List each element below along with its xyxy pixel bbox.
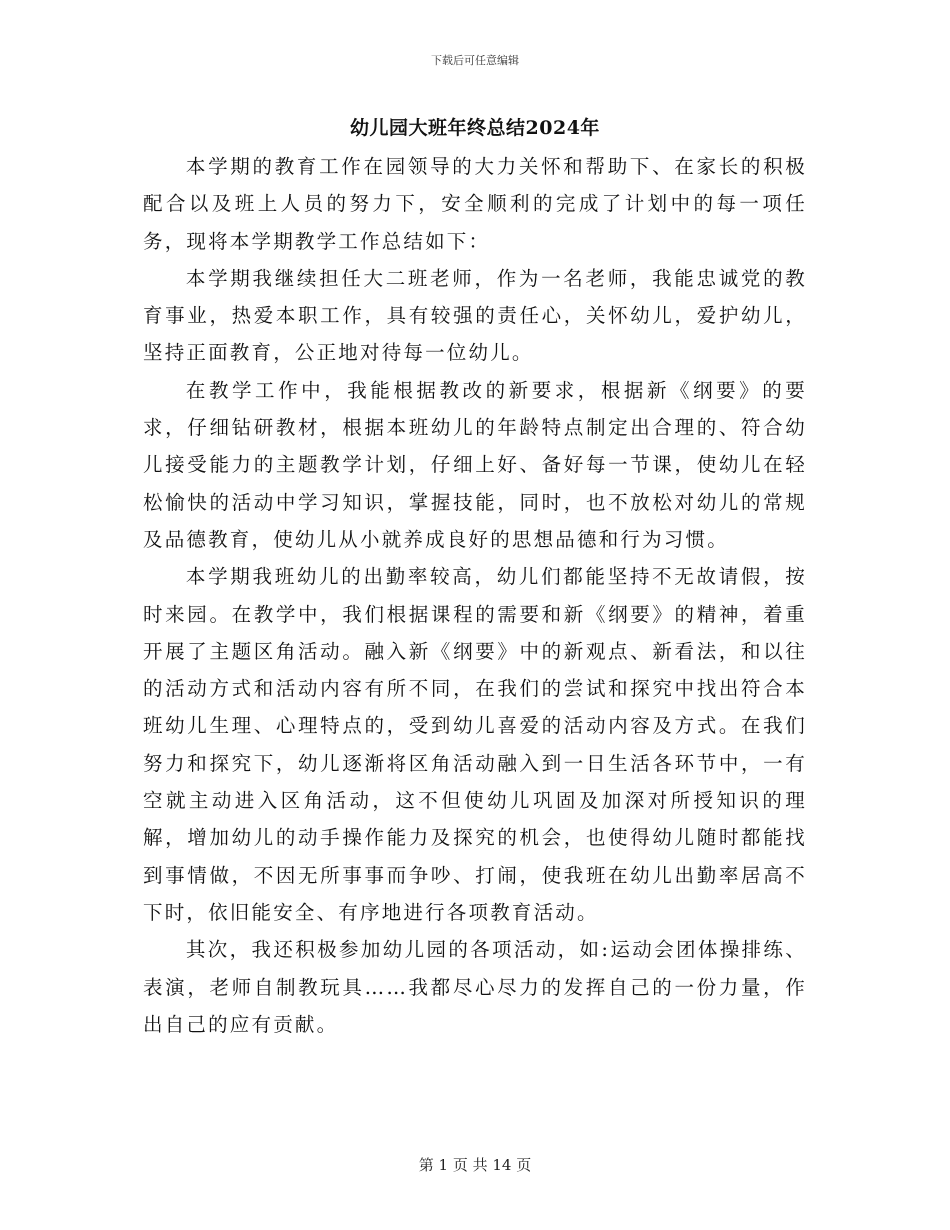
paragraph-3: 在教学工作中，我能根据教改的新要求，根据新《纲要》的要求，仔细钻研教材，根据本班幼儿的年龄特点制定出合理的、符合幼儿接受能力的主题教学计划，仔细上好、备好每一节课，使幼儿在轻松愉快的活动中学习知识，掌握技能，同时，也不放松对幼儿的常规及品德教育，使幼儿从小就养成良好的思想品德和行为习惯。 [143, 378, 807, 551]
paragraph-2: 本学期我继续担任大二班老师，作为一名老师，我能忠诚党的教育事业，热爱本职工作，具有较强的责任心，关怀幼儿，爱护幼儿，坚持正面教育，公正地对待每一位幼儿。 [143, 266, 807, 365]
page-header-note: 下载后可任意编辑 [431, 54, 519, 67]
paragraph-1: 本学期的教育工作在园领导的大力关怀和帮助下、在家长的积极配合以及班上人员的努力下，安全顺利的完成了计划中的每一项任务，现将本学期教学工作总结如下： [143, 155, 807, 253]
paragraph-4: 本学期我班幼儿的出勤率较高，幼儿们都能坚持不无故请假，按时来园。在教学中，我们根据课程的需要和新《纲要》的精神，着重开展了主题区角活动。融入新《纲要》中的新观点、新看法，和以往的活动方式和活动内容有所不同，在我们的尝试和探究中找出符合本班幼儿生理、心理特点的，受到幼儿喜爱的活动内容及方式。在我们努力和探究下，幼儿逐渐将区角活动融入到一日生活各环节中，一有空就主动进入区角活动，这不但使幼儿巩固及加深对所授知识的理解，增加幼儿的动手操作能力及探究的机会，也使得幼儿随时都能找到事情做，不因无所事事而争吵、打闹，使我班在幼儿出勤率居高不下时，依旧能安全、有序地进行各项教育活动。 [143, 565, 807, 924]
paragraph-5: 其次，我还积极参加幼儿园的各项活动，如:运动会团体操排练、表演，老师自制教玩具……我都尽心尽力的发挥自己的一份力量，作出自己的应有贡献。 [143, 938, 807, 1036]
document-title: 幼儿园大班年终总结2024年 [350, 117, 600, 139]
page-number: 第 1 页 共 14 页 [418, 1156, 532, 1174]
document-body [143, 148, 807, 1043]
